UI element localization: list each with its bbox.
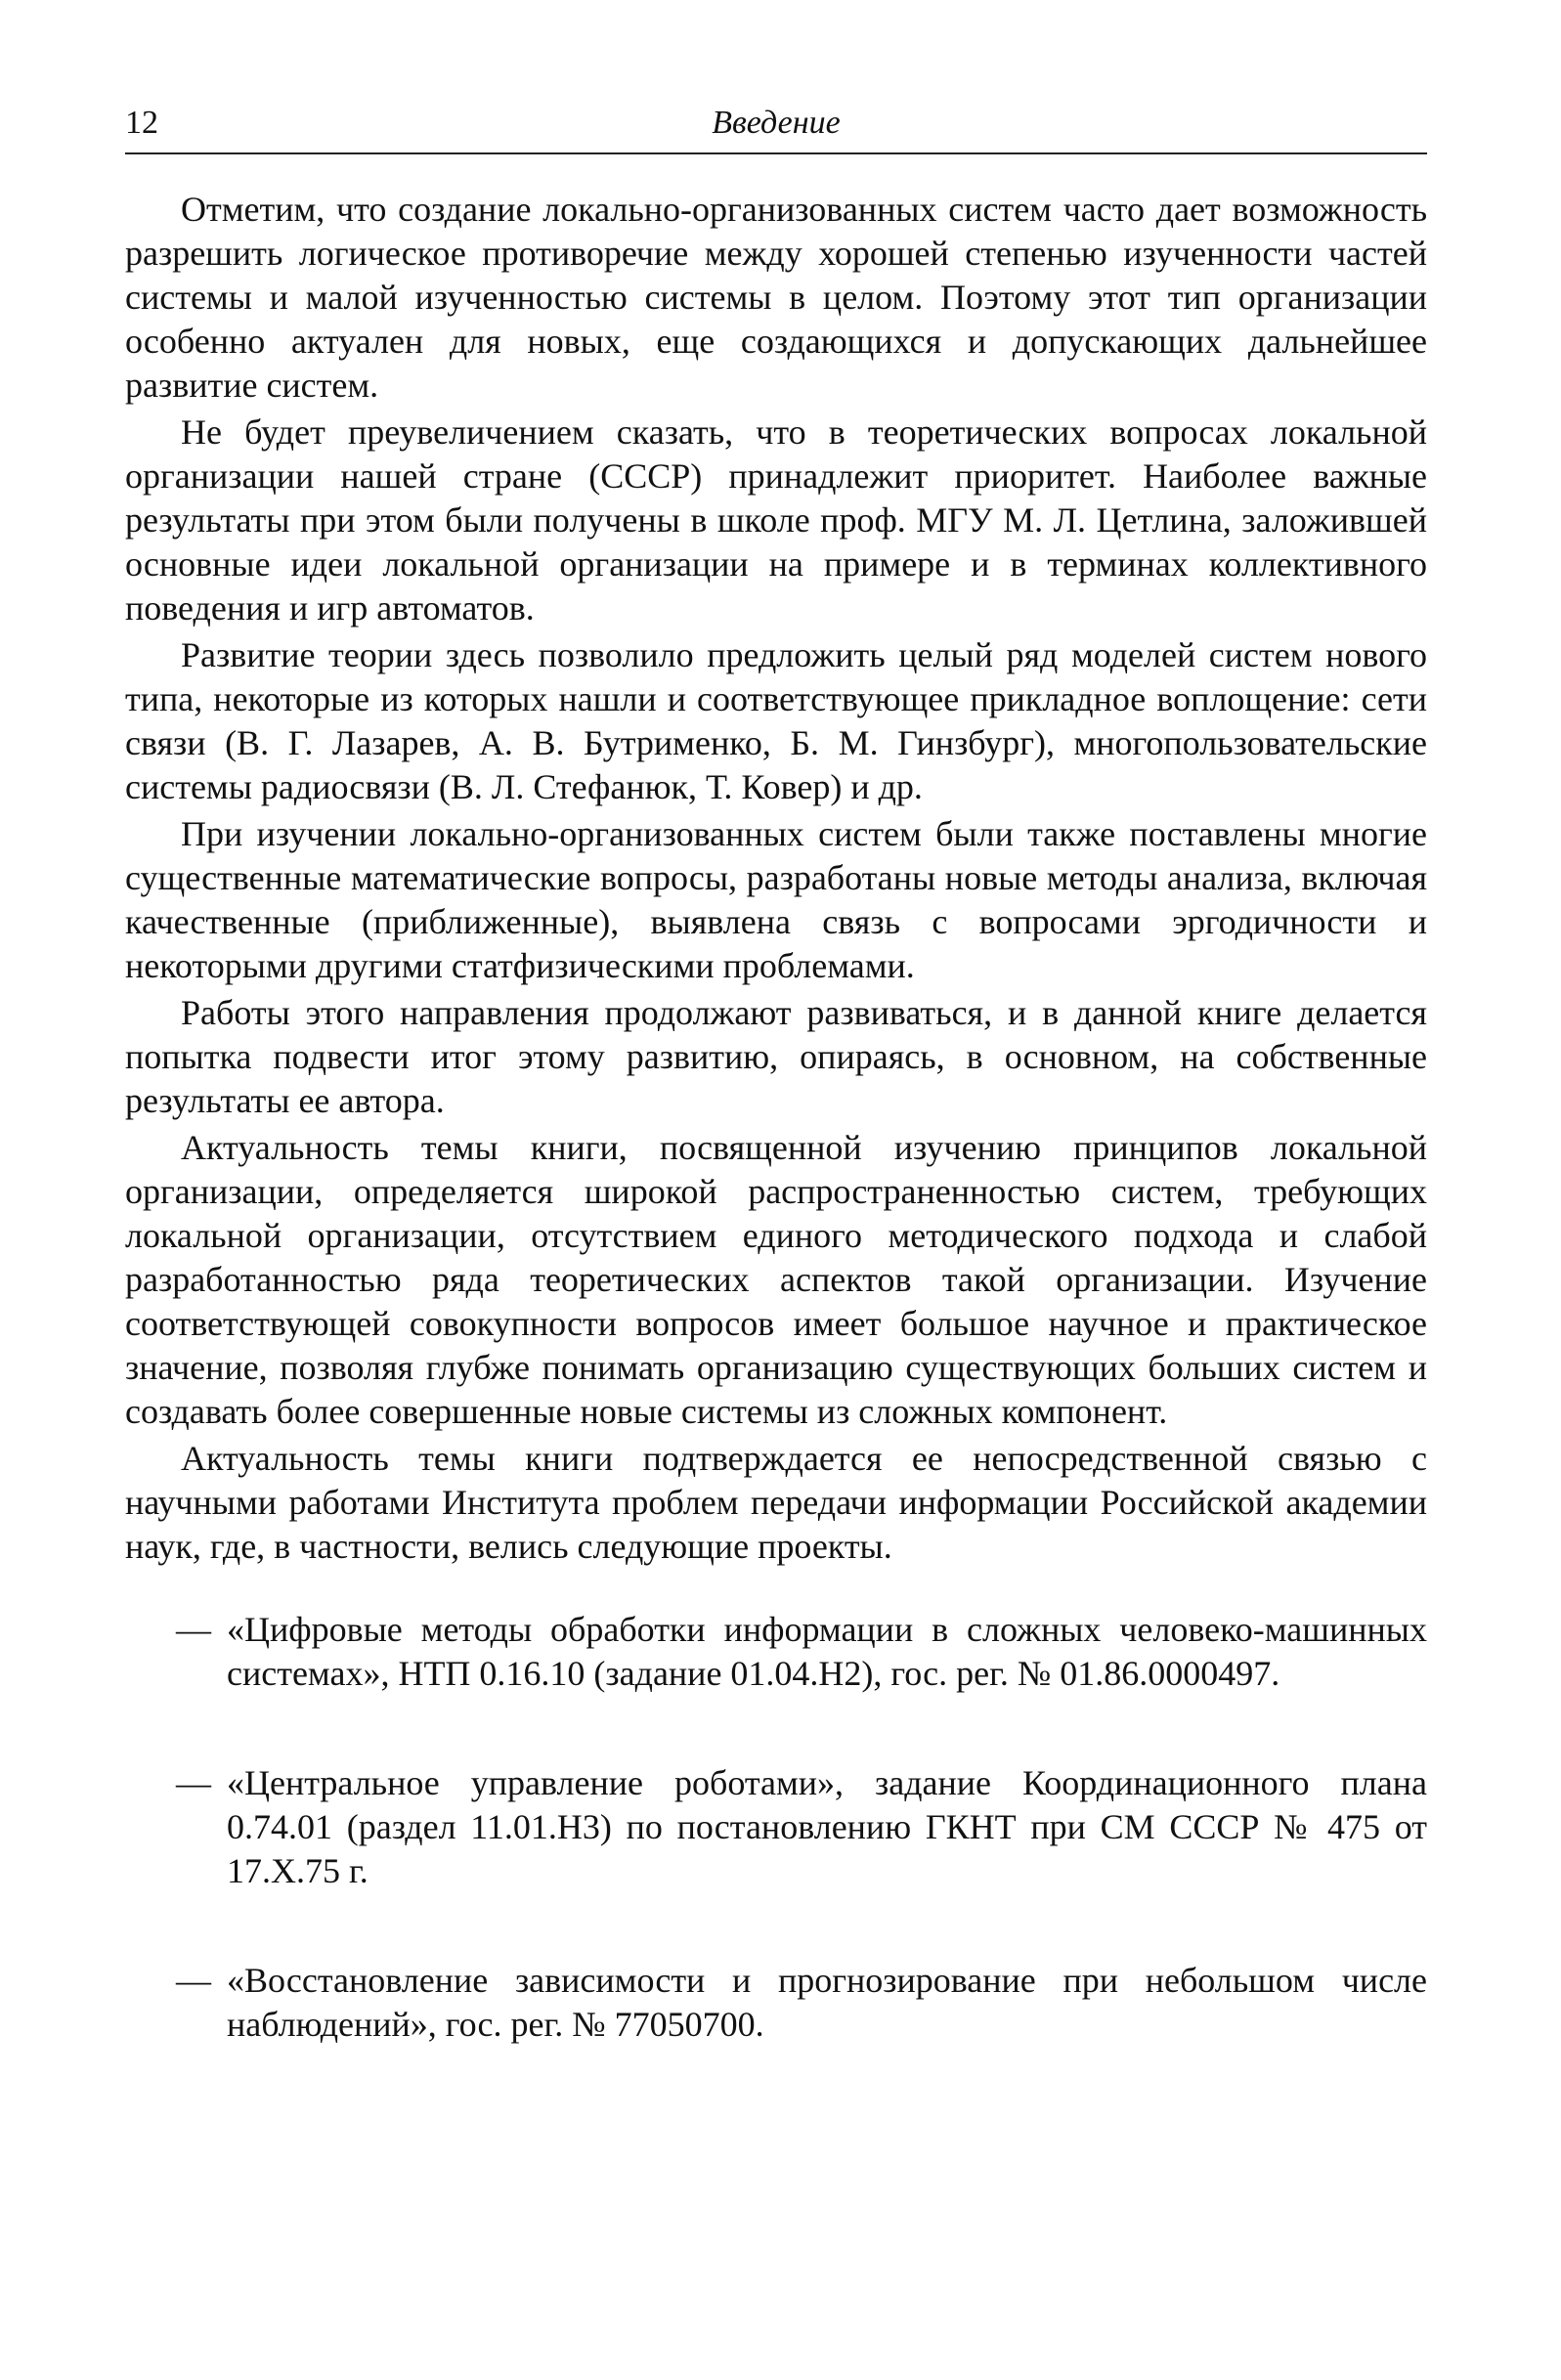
project-item xyxy=(125,1608,1427,1696)
paragraph-mathematical-questions: При изучении локально-организованных систем были также поставлены многие существенные математические вопросы, разработаны новые методы анализа, включая качественные (приближенные), выявлена связь с вопросами эргодичности и некоторыми другими статфизическими проблемами. xyxy=(125,814,1427,985)
project-list xyxy=(125,1608,1427,2047)
paragraph-book-purpose: Работы этого направления продолжают развиваться, и в данной книге делается попытка подвести итог этому развитию, опираясь, в основном, на собственные результаты ее автора. xyxy=(125,993,1427,1120)
project-description: «Цифровые методы обработки информации в сложных человеко-машинных системах», НТП 0.16.10 (задание 01.04.Н2), гос. рег. № 01.86.0000497. xyxy=(227,1610,1427,1693)
project-description: «Восстановление зависимости и прогнозирование при небольшом числе наблюдений», гос. рег. № 77050700. xyxy=(227,1961,1427,2044)
page-number: 12 xyxy=(125,105,158,141)
list-dash: — xyxy=(176,1763,211,1802)
list-dash: — xyxy=(176,1961,211,2000)
paragraph-local-organization-benefit: Отметим, что создание локально-организованных систем часто дает возможность разрешить логическое противоречие между хорошей степенью изученности частей системы и малой изученностью системы в целом. Поэтому этот тип организации особенно актуален для новых, еще создающихся и допускающих дальнейшее развитие систем. xyxy=(125,190,1427,405)
project-description: «Центральное управление роботами», задание Координационного плана 0.74.01 (раздел 11.01.Н3) по постановлению ГКНТ при СМ СССР № 475 от 17.Х.75 г. xyxy=(227,1763,1427,1890)
main-text xyxy=(125,188,1427,2047)
paragraph-topic-relevance: Актуальность темы книги, посвященной изучению принципов локальной организации, определяется широкой распространенностью систем, требующих локальной организации, отсутствием единого методического подхода и слабой разработанностью ряда теоретических аспектов такой организации. Изучение соответствующей совокупности вопросов имеет большое научное и практическое значение, позволяя глубже понимать организацию существующих больших систем и создавать более совершенные новые системы из сложных компонент. xyxy=(125,1128,1427,1431)
running-header xyxy=(125,106,1427,154)
paragraph-institute-projects: Актуальность темы книги подтверждается ее непосредственной связью с научными работами Института проблем передачи информации Российской академии наук, где, в частности, велись следующие проекты. xyxy=(125,1439,1427,1566)
section-title: Введение xyxy=(712,105,841,141)
project-item xyxy=(125,1761,1427,1893)
list-dash: — xyxy=(176,1610,211,1649)
paragraph-ussr-priority: Не будет преувеличением сказать, что в теоретических вопросах локальной организации нашей стране (СССР) принадлежит приоритет. Наиболее важные результаты при этом были получены в школе проф. МГУ М. Л. Цетлина, заложившей основные идеи локальной организации на примере и в терминах коллективного поведения и игр автоматов. xyxy=(125,412,1427,627)
project-item xyxy=(125,1959,1427,2047)
paragraph-new-system-models: Развитие теории здесь позволило предложить целый ряд моделей систем нового типа, некоторые из которых нашли и соответствующее прикладное воплощение: сети связи (В. Г. Лазарев, А. В. Бутрименко, Б. М. Гинзбург), многопользовательские системы радиосвязи (В. Л. Стефанюк, Т. Ковер) и др. xyxy=(125,635,1427,806)
